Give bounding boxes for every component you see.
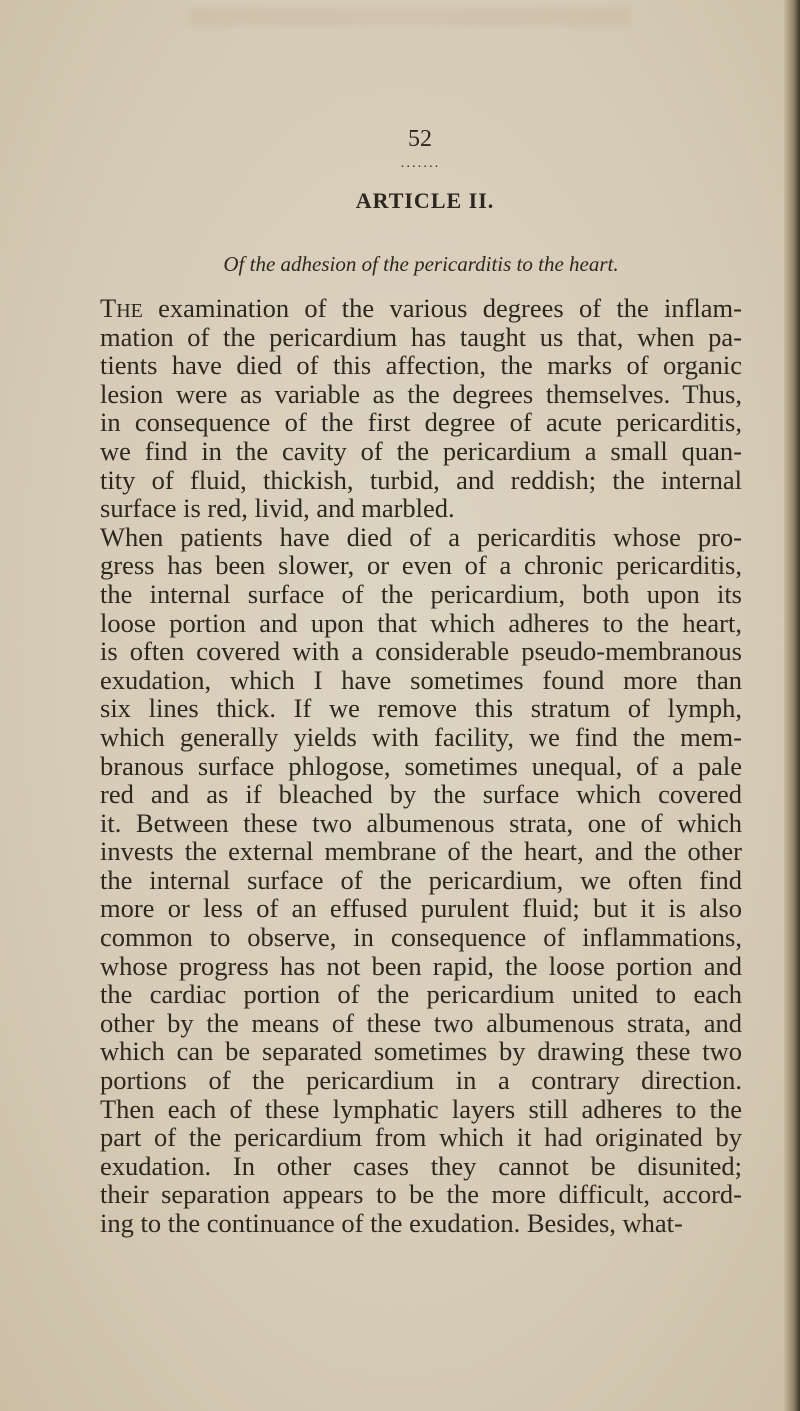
text-line: the internal surface of the pericardium, both upon its [100, 578, 742, 609]
text-line: is often covered with a considerable pseudo-membranous [100, 636, 742, 667]
text-line: gress has been slower, or even of a chronic pericarditis, [100, 550, 742, 581]
text-line: lesion were as variable as the degrees themselves. Thus, [100, 378, 742, 409]
text-line: the internal surface of the pericardium, we often find [100, 864, 742, 895]
text-line: tity of fluid, thickish, turbid, and reddish; the internal [100, 464, 742, 495]
article-subtitle: Of the adhesion of the pericarditis to the heart. [223, 252, 619, 276]
text-line: ing to the continuance of the exudation. Besides, what- [100, 1208, 683, 1238]
initial-capital: T [100, 293, 117, 323]
text-line: we find in the cavity of the pericardium a small quan- [100, 435, 742, 466]
text-line: their separation appears to be the more difficult, accord- [100, 1179, 742, 1210]
text-line: more or less of an effused purulent fluid; but it is also [100, 893, 742, 924]
text-line: six lines thick. If we remove this stratum of lymph, [100, 693, 742, 724]
ornament-rule: ······· [400, 160, 440, 175]
text-line: When patients have died of a pericarditis whose pro- [100, 521, 742, 552]
text-line: whose progress has not been rapid, the loose portion and [100, 950, 742, 981]
initial-word [100, 293, 143, 323]
text-line: common to observe, in consequence of inflammations, [100, 922, 742, 953]
text-line: which can be separated sometimes by drawing these two [100, 1036, 742, 1067]
text-line: portions of the pericardium in a contrary direction. [100, 1065, 742, 1096]
text-line: in consequence of the first degree of acute pericarditis, [100, 407, 742, 438]
text-line: part of the pericardium from which it had originated by [100, 1122, 742, 1153]
body-text [100, 294, 742, 1238]
text-line: mation of the pericardium has taught us that, when pa- [100, 321, 742, 352]
text-line: invests the external membrane of the heart, and the other [100, 836, 742, 867]
text-line: which generally yields with facility, we find the mem- [100, 721, 742, 752]
text-line: other by the means of these two albumenous strata, and [100, 1007, 742, 1038]
text-line: branous surface phlogose, sometimes unequal, of a pale [100, 750, 742, 781]
text-line: loose portion and upon that which adheres to the heart, [100, 607, 742, 638]
text-line: red and as if bleached by the surface which covered [100, 779, 742, 810]
line-text: examination of the various degrees of the inflam- [142, 293, 742, 323]
text-line: it. Between these two albumenous strata, one of which [100, 807, 742, 838]
page-number: 52 [408, 126, 432, 152]
text-line [100, 294, 742, 323]
text-line: exudation, which I have sometimes found more than [100, 664, 742, 695]
text-line: Then each of these lymphatic layers still adheres to the [100, 1093, 742, 1124]
text-line: tients have died of this affection, the marks of organic [100, 350, 742, 381]
small-caps: HE [116, 300, 143, 322]
text-line: surface is red, livid, and marbled. [100, 493, 455, 524]
show-through-text [190, 8, 630, 26]
text-line: exudation. In other cases they cannot be disunited; [100, 1150, 742, 1181]
text-line: the cardiac portion of the pericardium united to each [100, 979, 742, 1010]
article-heading: ARTICLE II. [355, 188, 495, 213]
